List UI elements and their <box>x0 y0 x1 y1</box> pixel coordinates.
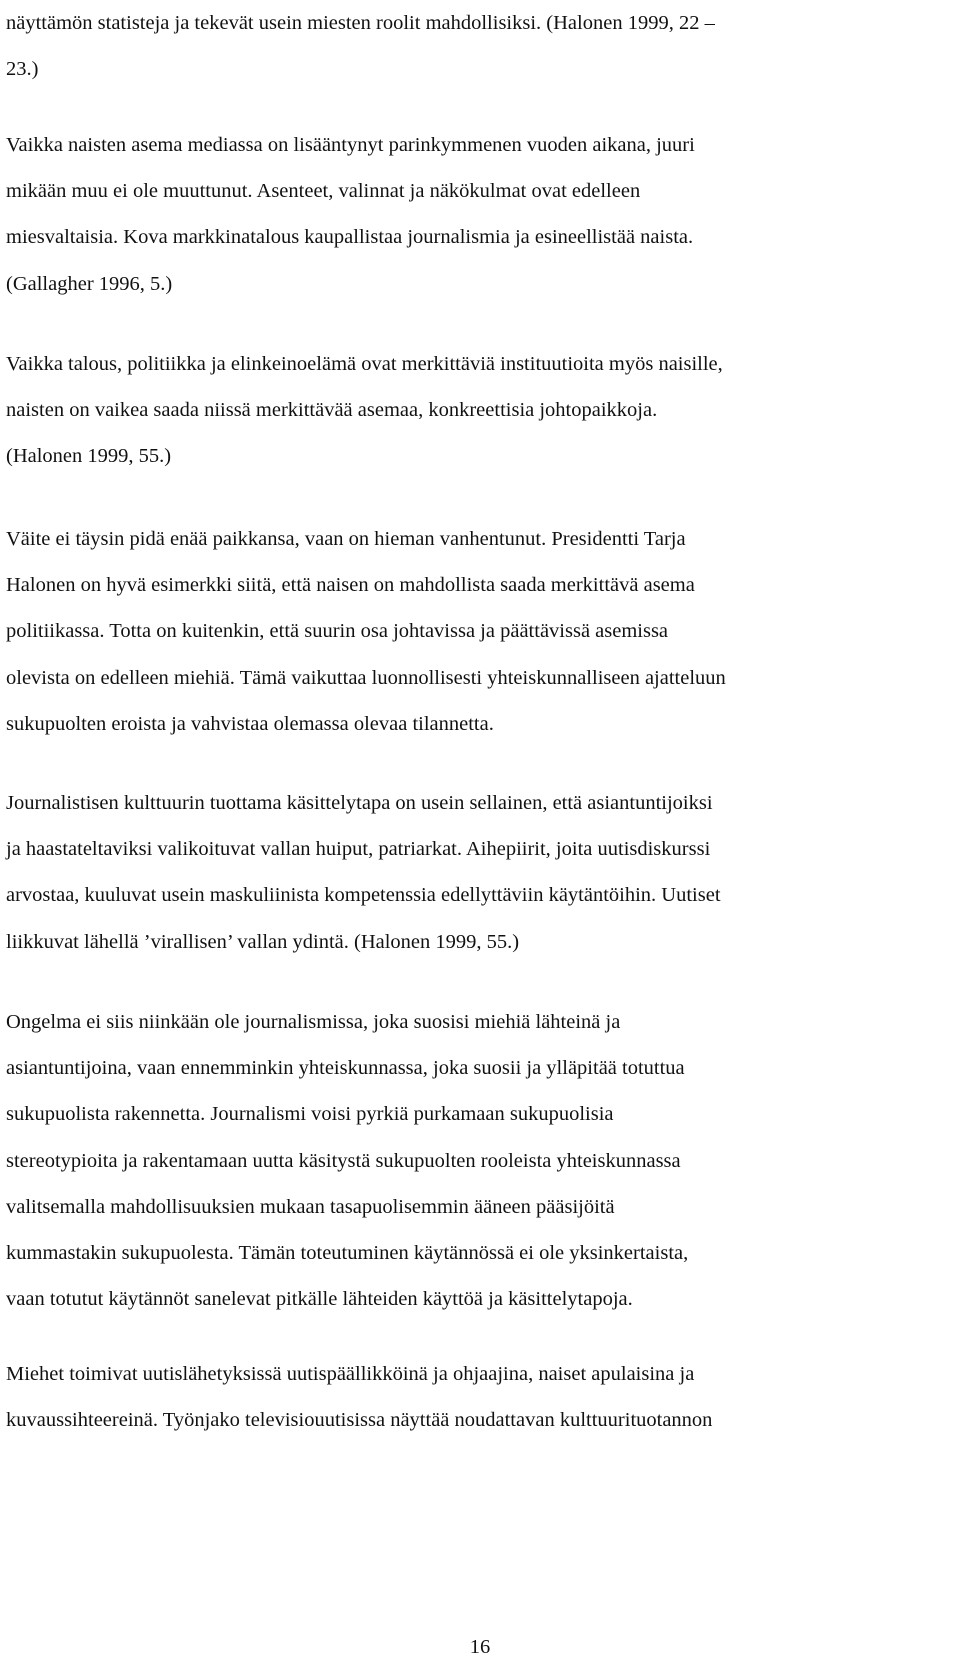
paragraph-2 <box>6 122 958 307</box>
paragraph-1 <box>6 0 958 92</box>
paragraph-line: Vaikka naisten asema mediassa on lisääntynyt parinkymmenen vuoden aikana, juuri <box>6 134 695 156</box>
paragraph-line: arvostaa, kuuluvat usein maskuliinista kompetenssia edellyttäviin käytäntöihin. Uutiset <box>6 884 721 907</box>
paragraph-4 <box>6 516 958 747</box>
paragraph-line: Journalistisen kulttuurin tuottama käsittelytapa on usein sellainen, että asiantuntijoiksi <box>6 792 713 814</box>
paragraph-line: Miehet toimivat uutislähetyksissä uutispäällikköinä ja ohjaajina, naiset apulaisina ja <box>6 1363 695 1385</box>
paragraph-line: liikkuvat lähellä ’virallisen’ vallan ydintä. (Halonen 1999, 55.) <box>6 930 520 953</box>
paragraph-line: Vaikka talous, politiikka ja elinkeinoelämä ovat merkittäviä instituutioita myös naisille, <box>6 353 723 375</box>
paragraph-line: 23.) <box>6 58 39 81</box>
paragraph-line: kummastakin sukupuolesta. Tämän toteutuminen käytännössä ei ole yksinkertaista, <box>6 1241 689 1264</box>
paragraph-line: valitsemalla mahdollisuuksien mukaan tasapuolisemmin ääneen pääsijöitä <box>6 1195 615 1218</box>
paragraph-line: asiantuntijoina, vaan ennemminkin yhteiskunnassa, joka suosii ja ylläpitää totuttua <box>6 1057 685 1080</box>
paragraph-line: Ongelma ei siis niinkään ole journalismissa, joka suosisi miehiä lähteinä ja <box>6 1011 621 1033</box>
paragraph-6 <box>6 999 958 1322</box>
paragraph-line: Väite ei täysin pidä enää paikkansa, vaan on hieman vanhentunut. Presidentti Tarja <box>6 528 686 550</box>
paragraph-line: (Halonen 1999, 55.) <box>6 445 172 468</box>
paragraph-line: miesvaltaisia. Kova markkinatalous kaupallistaa journalismia ja esineellistää naista. <box>6 226 694 249</box>
paragraph-7 <box>6 1351 958 1443</box>
paragraph-line: politiikassa. Totta on kuitenkin, että suurin osa johtavissa ja päättävissä asemissa <box>6 620 669 643</box>
paragraph-line: (Gallagher 1996, 5.) <box>6 272 173 295</box>
paragraph-line: stereotypioita ja rakentamaan uutta käsitystä sukupuolten rooleista yhteiskunnassa <box>6 1149 681 1172</box>
paragraph-3 <box>6 341 958 480</box>
paragraph-line: kuvaussihteereinä. Työnjako televisiouutisissa näyttää noudattavan kulttuurituotannon <box>6 1409 713 1432</box>
paragraph-line: sukupuolista rakennetta. Journalismi voisi pyrkiä purkamaan sukupuolisia <box>6 1103 614 1126</box>
paragraph-line: naisten on vaikea saada niissä merkittävää asemaa, konkreettisia johtopaikkoja. <box>6 399 658 422</box>
page-number: 16 <box>469 1636 491 1658</box>
paragraph-line: näyttämön statisteja ja tekevät usein miesten roolit mahdollisiksi. (Halonen 1999, 22 – <box>6 12 715 34</box>
paragraph-line: ja haastateltaviksi valikoituvat vallan huiput, patriarkat. Aihepiirit, joita uutisdiskurssi <box>6 838 711 861</box>
paragraph-line: olevista on edelleen miehiä. Tämä vaikuttaa luonnollisesti yhteiskunnalliseen ajatteluun <box>6 666 726 689</box>
paragraph-line: sukupuolten eroista ja vahvistaa olemassa olevaa tilannetta. <box>6 712 494 735</box>
paragraph-line: Halonen on hyvä esimerkki siitä, että naisen on mahdollista saada merkittävä asema <box>6 574 695 597</box>
paragraph-line: vaan totutut käytännöt sanelevat pitkälle lähteiden käyttöä ja käsittelytapoja. <box>6 1288 633 1311</box>
paragraph-line: mikään muu ei ole muuttunut. Asenteet, valinnat ja näkökulmat ovat edelleen <box>6 180 641 203</box>
paragraph-5 <box>6 780 958 965</box>
